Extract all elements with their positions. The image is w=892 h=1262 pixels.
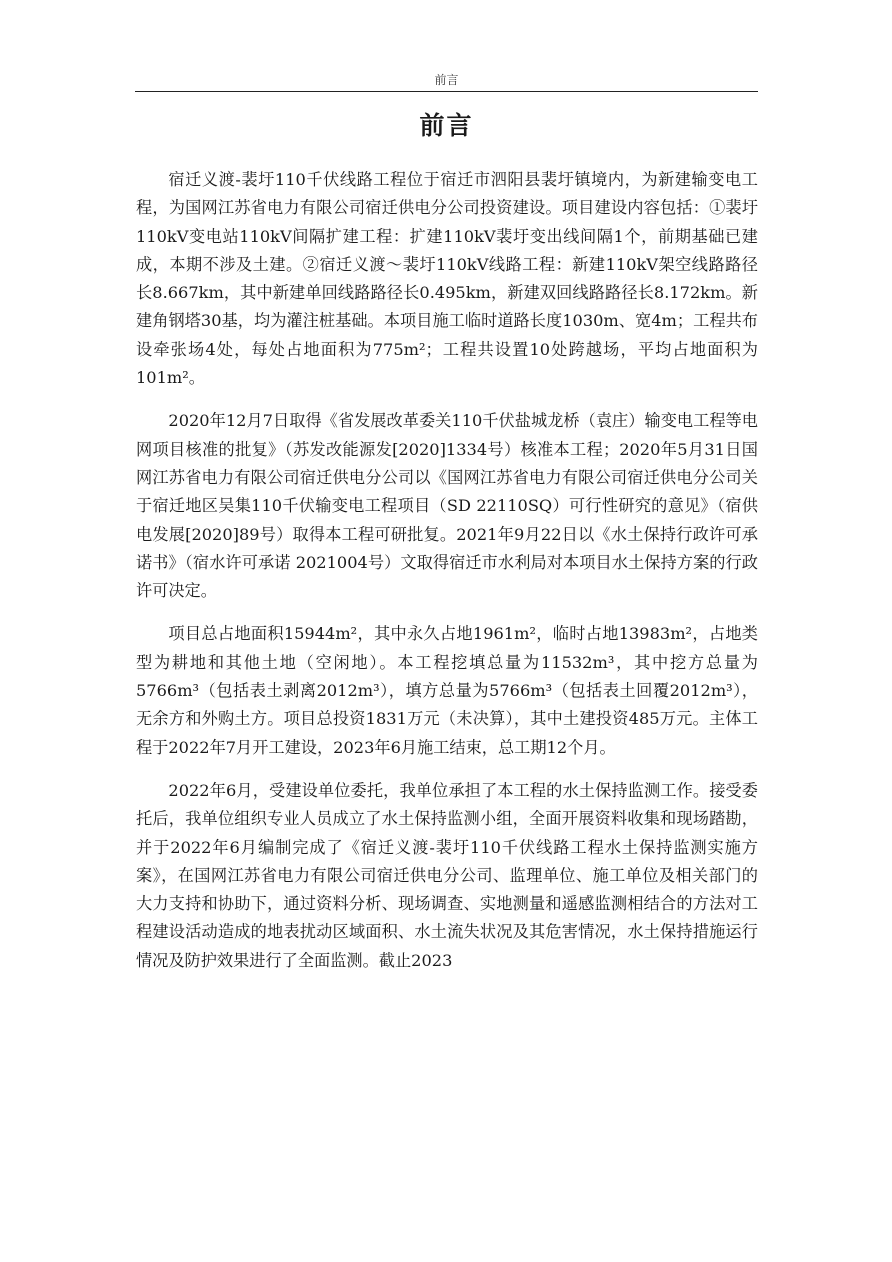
- paragraph-monitoring-work: 2022年6月，受建设单位委托，我单位承担了本工程的水土保持监测工作。接受委托后，我单位组织专业人员成立了水土保持监测小组，全面开展资料收集和现场踏勘，并于2022年6月编制完成了《宿迁义渡-裴圩110千伏线路工程水土保持监测实施方案》，在国网江苏省电力有限公司宿迁供电分公司、监理单位、施工单位及相关部门的大力支持和协助下，通过资料分析、现场调查、实地测量和遥感监测相结合的方法对工程建设活动造成的地表扰动区域面积、水土流失状况及其危害情况，水土保持措施运行情况及防护效果进行了全面监测。截止2023: [136, 780, 758, 970]
- running-header: 前言: [434, 73, 459, 87]
- header-divider: [135, 91, 758, 92]
- paragraph-project-overview: 宿迁义渡-裴圩110千伏线路工程位于宿迁市泗阳县裴圩镇境内，为新建输变电工程，为国网江苏省电力有限公司宿迁供电分公司投资建设。项目建设内容包括：①裴圩110kV变电站110kV间隔扩建工程：扩建110kV裴圩变出线间隔1个，前期基础已建成，本期不涉及土建。②宿迁义渡～裴圩110kV线路工程：新建110kV架空线路路径长8.667km，其中新建单回线路路径长0.495km，新建双回线路路径长8.172km。新建角钢塔30基，均为灌注桩基础。本项目施工临时道路长度1030m、宽4m；工程共布设牵张场4处，每处占地面积为775m²；工程共设置10处跨越场，平均占地面积为101m²。: [136, 170, 758, 388]
- document-body: [136, 166, 758, 975]
- page-title: 前言: [419, 111, 474, 140]
- paragraph-approvals: 2020年12月7日取得《省发展改革委关110千伏盐城龙桥（袁庄）输变电工程等电网项目核准的批复》（苏发改能源发[2020]1334号）核准本工程；2020年5月31日国网江苏省电力有限公司宿迁供电分公司以《国网江苏省电力有限公司宿迁供电分公司关于宿迁地区吴集110千伏输变电工程项目（SD 22110SQ）可行性研究的意见》（宿供电发展[2020]89号）取得本工程可研批复。2021年9月22日以《水土保持行政许可承诺书》（宿水许可承诺 2021004号）文取得宿迁市水利局对本项目水土保持方案的行政许可决定。: [136, 411, 758, 601]
- paragraph-land-and-earthwork: 项目总占地面积15944m²，其中永久占地1961m²，临时占地13983m²，占地类型为耕地和其他土地（空闲地）。本工程挖填总量为11532m³，其中挖方总量为5766m³（包括表土剥离2012m³），填方总量为5766m³（包括表土回覆2012m³），无余方和外购土方。项目总投资1831万元（未决算），其中土建投资485万元。主体工程于2022年7月开工建设，2023年6月施工结束，总工期12个月。: [136, 624, 758, 757]
